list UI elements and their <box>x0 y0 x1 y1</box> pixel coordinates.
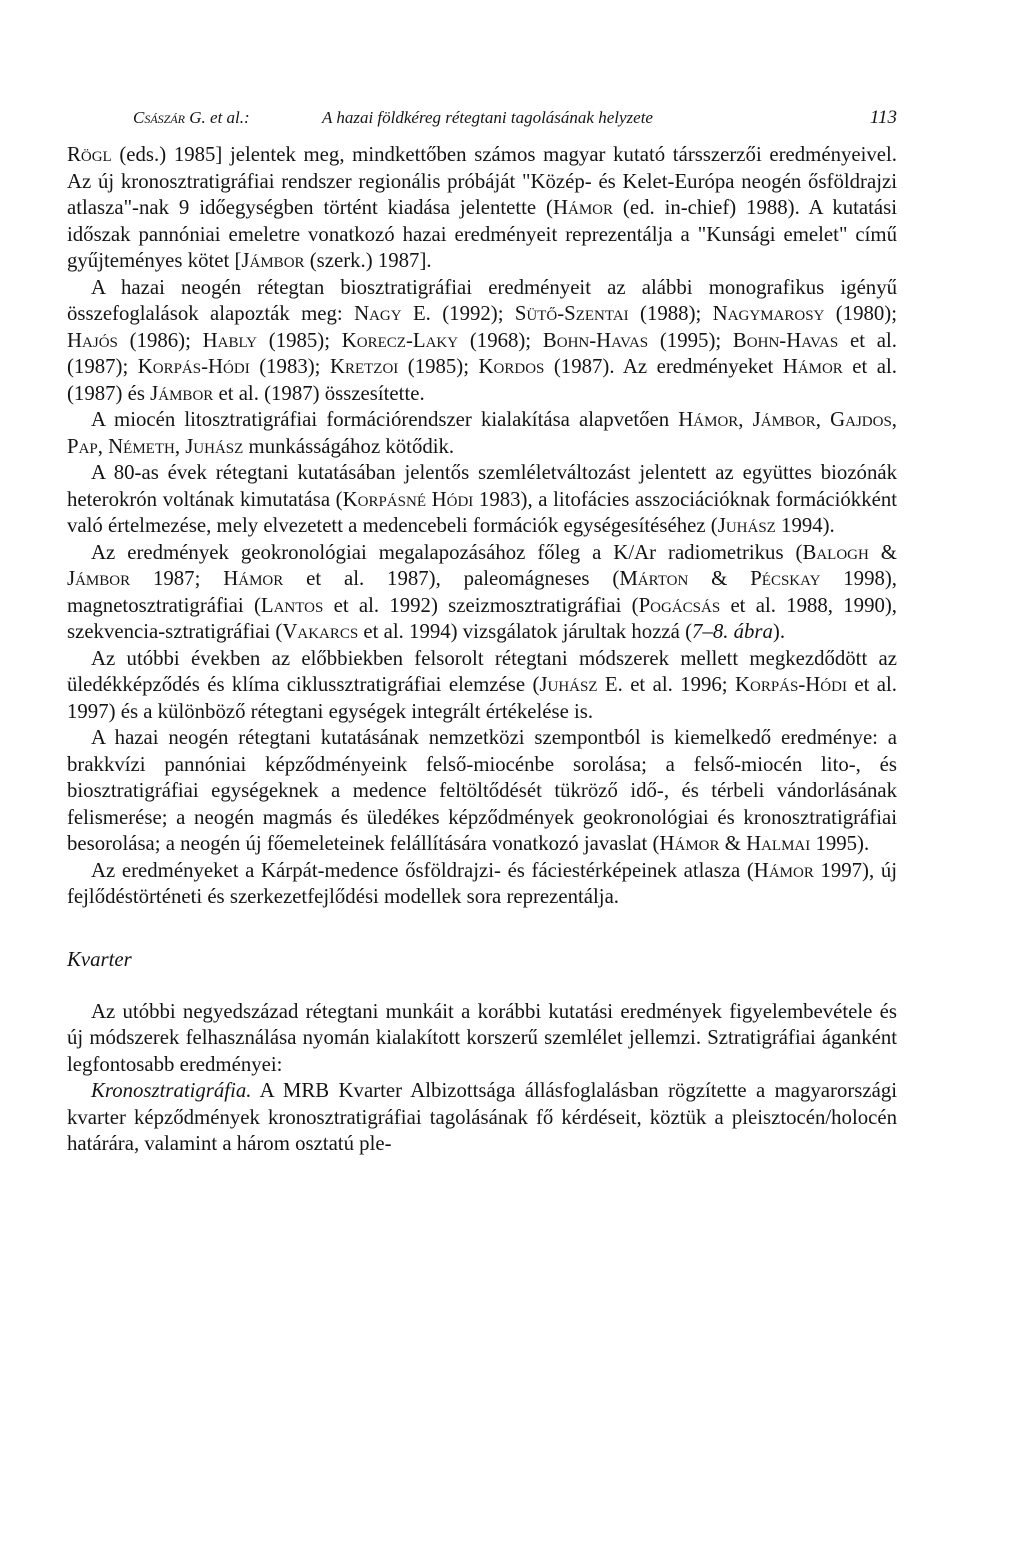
paragraph-6: Az utóbbi években az előbbiekben felsorolt rétegtani módszerek mellett megkezdődött az üledékképződés és klíma ciklussztratigráfiai elemzése (Juhász E. et al. 1996; Korpás-Hódi et al. 1997) és a különböző rétegtani egységek integrált értékelése is. <box>67 646 897 723</box>
page-number: 113 <box>869 107 897 128</box>
paragraph-7: A hazai neogén rétegtani kutatásának nemzetközi szempontból is kiemelkedő eredménye: a brakkvízi pannóniai képződményeink felső-miocénbe sorolása; a felső-miocén lito-, és biosztratigráfiai egységeknek a medence feltöltődését tükröző idő-, és térbeli vándorlásának felismerése; a neogén magmás és üledékes képződmények geokronológiai és kronosztratigráfiai besorolása; a neogén új főemeleteinek felállítására vonatkozó javaslat (Hámor & Halmai 1995). <box>67 726 897 855</box>
paragraph-1: Rögl (eds.) 1985] jelentek meg, mindkettőben számos magyar kutató társszerzői eredményeivel. Az új kronosztratigráfiai rendszer regionális próbáját "Közép- és Kelet-Európa neogén ősföldrajzi atlasza"-nak 9 időegységben történt kiadása jelentette (Hámor (ed. in-chief) 1988). A kutatási időszak pannóniai emeletre vonatkozó hazai eredményeit reprezentálja a "Kunsági emelet" című gyűjteményes kötet [Jámbor (szerk.) 1987]. <box>67 143 898 272</box>
paragraph-4: A 80-as évek rétegtani kutatásában jelentős szemléletváltozást jelentett az együttes biozónák heterokrón voltának kimutatása (Korpásné Hódi 1983), a litofácies asszociációknak formációkként való értelmezése, mely elvezetett a medencebeli formációk egységesítéséhez (Juhász 1994). <box>67 461 898 537</box>
running-header <box>67 102 897 142</box>
section-heading-kvarter: Kvarter <box>67 947 132 971</box>
paragraph-8: Az eredményeket a Kárpát-medence ősföldrajzi- és fáciestérképeinek atlasza (Hámor 1997), új fejlődéstörténeti és szerkezetfejlődési modellek sora reprezentálja. <box>67 858 897 908</box>
paragraph-2: A hazai neogén rétegtan biosztratigráfiai eredményeit az alábbi monografikus igényű összefoglalások alapozták meg: Nagy E. (1992); Sütő-Szentai (1988); Nagymarosy (1980); Hajós (1986); Hably (1985); Korecz-Laky (1968); Bohn-Havas (1995); Bohn-Havas et al. (1987); Korpás-Hódi (1983); Kretzoi (1985); Kordos (1987). Az eredményeket Hámor et al. (1987) és Jámbor et al. (1987) összesítette. <box>67 275 897 405</box>
paragraph-3: A miocén litosztratigráfiai formációrendszer kialakítása alapvetően Hámor, Jámbor, Gajdos, Pap, Németh, Juhász munkásságához kötődik. <box>67 408 897 458</box>
paragraph-10: Kronosztratigráfia. A MRB Kvarter Albizottsága állásfoglalásban rögzítette a magyarországi kvarter képződmények kronosztratigráfiai tagolásának fő kérdéseit, köztük a pleisztocén/holocén határára, valamint a három osztatú ple- <box>67 1079 897 1155</box>
header-author: Császár G. et al.: <box>133 108 250 127</box>
paragraph-9: Az utóbbi negyedszázad rétegtani munkáit a korábbi kutatási eredmények figyelembevétele és új módszerek felhasználása nyomán kialakított korszerű szemlélet jellemzi. Sztratigráfiai áganként legfontosabb eredményei: <box>67 999 897 1076</box>
paragraph-5: Az eredmények geokronológiai megalapozásához főleg a K/Ar radiometrikus (Balogh & Jámbor 1987; Hámor et al. 1987), paleomágneses (Márton & Pécskay 1998), magnetosztratigráfiai (Lantos et al. 1992) szeizmosztratigráfiai (Pogácsás et al. 1988, 1990), szekvencia-sztratigráfiai (Vakarcs et al. 1994) vizsgálatok járultak hozzá (7–8. ábra). <box>67 540 898 643</box>
header-title: A hazai földkéreg rétegtani tagolásának helyzete <box>322 108 653 127</box>
document-page <box>67 102 897 1158</box>
